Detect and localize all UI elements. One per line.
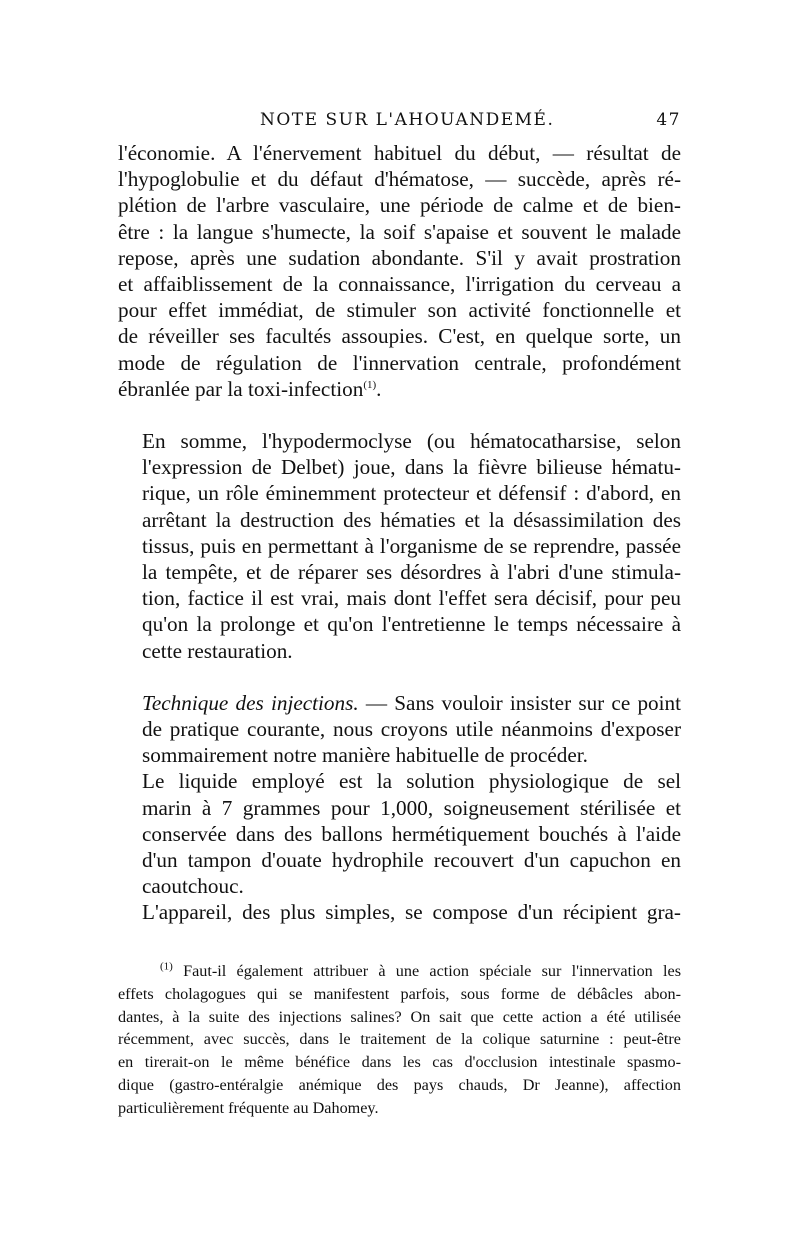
text-line: cette restauration. [142, 638, 293, 663]
text-line: conservée dans des ballons hermétiquement bouchés à l'aide [142, 821, 681, 846]
text-line: l'hypoglobulie et du défaut d'hématose, — succède, après ré- [118, 167, 681, 192]
footnote-text: Faut-il également attribuer à une action spéciale sur l'innervation les [183, 962, 682, 980]
text-line: et affaiblissement de la connaissance, l'irrigation du cerveau a [118, 272, 681, 297]
text-line: de réveiller ses facultés assoupies. C'est, en quelque sorte, un [118, 324, 681, 349]
text-line: la tempête, et de réparer ses désordres à l'abri d'une stimula- [142, 560, 681, 585]
page [118, 110, 681, 926]
text-line: Le liquide employé est la solution physiologique de sel [142, 769, 681, 794]
footnote-line: effets cholagogues qui se manifestent parfois, sous forme de débâcles abon- [118, 984, 681, 1003]
footnote-line: en tirerait-on le même bénéfice dans les cas d'occlusion intestinale spasmo- [118, 1053, 681, 1072]
text-line-content: ébranlée par la toxi-infection [118, 376, 364, 401]
text-line: plétion de l'arbre vasculaire, une période de calme et de bien- [118, 193, 681, 218]
footnote-reference[interactable]: (1) [363, 378, 377, 391]
text-line: marin à 7 grammes pour 1,000, soigneusement stérilisée et [142, 795, 681, 820]
running-head [118, 110, 681, 140]
text-line: l'économie. A l'énervement habituel du début, — résultat de [118, 141, 681, 165]
text-line: tion, factice il est vrai, mais dont l'effet sera décisif, pour peu [142, 586, 681, 611]
footnote-line: dantes, à la suite des injections salines? On sait que cette action a été utilisée [118, 1007, 681, 1026]
page-number: 47 [656, 110, 681, 130]
footnote-line: dique (gastro-entéralgie anémique des pays chauds, Dr Jeanne), affection [118, 1075, 681, 1094]
text-line [118, 376, 681, 402]
paragraph-gap [118, 402, 681, 428]
running-title: NOTE SUR L'AHOUANDEMÉ. [260, 110, 555, 130]
text-line: En somme, l'hypodermoclyse (ou hématocatharsise, selon [142, 429, 681, 454]
paragraph-1 [118, 140, 681, 402]
paragraph-4 [118, 768, 681, 899]
paragraph-gap [118, 664, 681, 690]
text-line: sommairement notre manière habituelle de procéder. [142, 743, 588, 768]
text-line: mode de régulation de l'innervation centrale, profondément [118, 350, 681, 375]
text-line: L'appareil, des plus simples, se compose d'un récipient gra- [142, 900, 681, 925]
paragraph-5 [118, 899, 681, 925]
footnote-marker: (1) [160, 960, 173, 973]
text-line-content: — Sans vouloir insister sur ce point [365, 690, 682, 715]
text-line: caoutchouc. [142, 874, 244, 899]
text-line [118, 690, 681, 716]
text-line: l'expression de Delbet) joue, dans la fièvre bilieuse hématu- [142, 455, 681, 480]
paragraph-2 [118, 428, 681, 664]
section-heading: Technique des injections. [142, 690, 359, 715]
footnote-line: récemment, avec succès, dans le traitement de la colique saturnine : peut-être [118, 1030, 681, 1049]
text-line: qu'on la prolonge et qu'on l'entretienne le temps nécessaire à [142, 612, 681, 637]
text-line: pour effet immédiat, de stimuler son activité fonctionnelle et [118, 298, 681, 323]
sentence-end: . [376, 376, 382, 401]
footnote-line [118, 960, 681, 983]
footnotes [118, 960, 681, 1120]
text-line: être : la langue s'humecte, la soif s'apaise et souvent le malade [118, 219, 681, 244]
text-line: rique, un rôle éminemment protecteur et défensif : d'abord, en [142, 481, 681, 506]
text-line: repose, après une sudation abondante. S'il y avait prostration [118, 245, 681, 270]
text-line: arrêtant la destruction des hématies et la désassimilation des [142, 507, 681, 532]
text-line: de pratique courante, nous croyons utile néanmoins d'exposer [142, 717, 681, 742]
footnote-line: particulièrement fréquente au Dahomey. [118, 1098, 379, 1117]
text-line: d'un tampon d'ouate hydrophile recouvert d'un capuchon en [142, 848, 681, 873]
body-text [118, 140, 681, 926]
paragraph-3 [118, 690, 681, 769]
text-line: tissus, puis en permettant à l'organisme de se reprendre, passée [142, 533, 681, 558]
